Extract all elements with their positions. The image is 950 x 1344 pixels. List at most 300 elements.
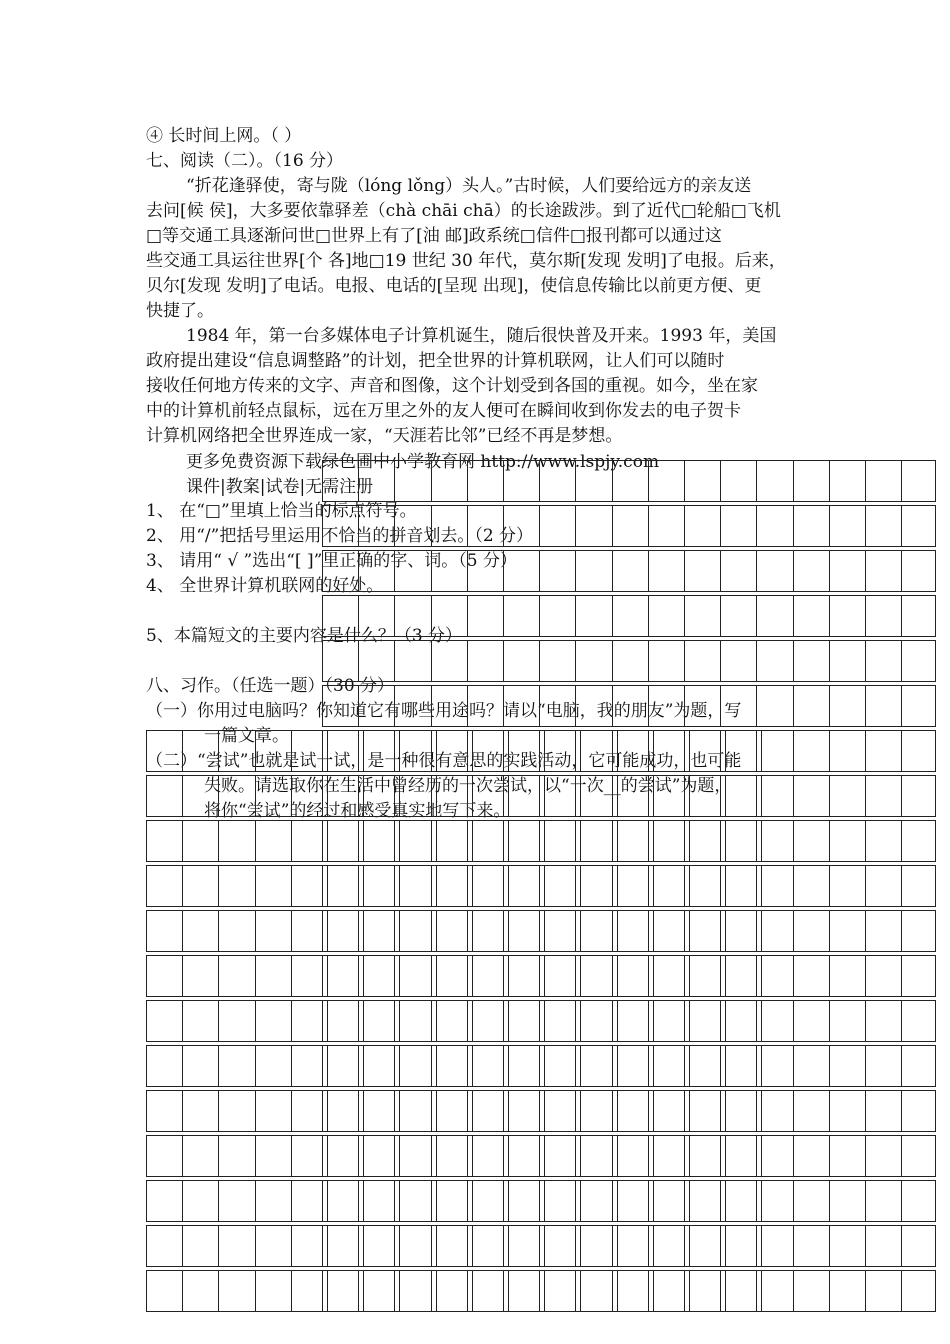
grid-cell-divider xyxy=(684,1181,685,1221)
grid-cell-divider xyxy=(399,1271,400,1311)
resource-notice: 课件|教案|试卷|无需注册 xyxy=(186,477,374,497)
grid-cell-divider xyxy=(617,1271,618,1311)
grid-cell-divider xyxy=(689,1001,690,1041)
grid-cell-divider xyxy=(327,1136,328,1176)
grid-cell-divider xyxy=(431,911,432,951)
grid-cell-divider xyxy=(935,866,936,906)
grid-cell-divider xyxy=(182,1001,183,1041)
grid-row xyxy=(322,1000,936,1042)
grid-cell-divider xyxy=(472,866,473,906)
grid-cell-divider xyxy=(684,911,685,951)
grid-cell-divider xyxy=(467,821,468,861)
grid-cell-divider xyxy=(648,866,649,906)
grid-cell-divider xyxy=(684,866,685,906)
grid-cell-divider xyxy=(935,821,936,861)
grid-cell-divider xyxy=(756,821,757,861)
grid-cell-divider xyxy=(467,956,468,996)
grid-cell-divider xyxy=(829,1091,830,1131)
grid-cell-divider xyxy=(580,1226,581,1266)
grid-cell-divider xyxy=(322,1181,323,1221)
grid-cell-divider xyxy=(508,1181,509,1221)
grid-cell-divider xyxy=(901,1226,902,1266)
grid-cell-divider xyxy=(436,911,437,951)
grid-cell-divider xyxy=(399,1046,400,1086)
grid-cell-divider xyxy=(399,1001,400,1041)
grid-cell-divider xyxy=(327,911,328,951)
grid-cell-divider xyxy=(399,1226,400,1266)
grid-cell-divider xyxy=(291,866,292,906)
essay-option-2: （二）“尝试”也就是试一试，是一种很有意思的实践活动，它可能成功，也可能 xyxy=(146,751,742,771)
grid-cell-divider xyxy=(503,866,504,906)
grid-cell-divider xyxy=(436,1001,437,1041)
grid-cell-divider xyxy=(255,911,256,951)
grid-cell-divider xyxy=(720,821,721,861)
grid-cell-divider xyxy=(322,821,323,861)
grid-cell-divider xyxy=(901,506,902,546)
grid-cell-divider xyxy=(539,1136,540,1176)
grid-cell-divider xyxy=(575,1046,576,1086)
grid-cell-divider xyxy=(539,821,540,861)
grid-cell-divider xyxy=(467,866,468,906)
grid-cell-divider xyxy=(467,1091,468,1131)
grid-cell-divider xyxy=(327,821,328,861)
grid-cell-divider xyxy=(793,956,794,996)
grid-cell-divider xyxy=(793,866,794,906)
grid-cell-divider xyxy=(291,956,292,996)
grid-cell-divider xyxy=(575,956,576,996)
grid-cell-divider xyxy=(363,911,364,951)
grid-cell-divider xyxy=(725,1226,726,1266)
essay-option-2-cont: 将你“尝试”的经过和感受真实地写下来。 xyxy=(204,801,511,821)
grid-cell-divider xyxy=(575,1226,576,1266)
grid-cell-divider xyxy=(503,1181,504,1221)
grid-cell-divider xyxy=(544,1091,545,1131)
passage-line: “折花逢驿使，寄与陇（lóng lǒng）头人。”古时候，人们要给远方的亲友送 xyxy=(186,176,752,196)
grid-cell-divider xyxy=(612,1046,613,1086)
grid-cell-divider xyxy=(467,1001,468,1041)
grid-cell-divider xyxy=(182,776,183,816)
grid-cell-divider xyxy=(725,911,726,951)
grid-cell-divider xyxy=(146,1136,147,1176)
grid-cell-divider xyxy=(617,911,618,951)
grid-cell-divider xyxy=(508,1226,509,1266)
grid-cell-divider xyxy=(756,1271,757,1311)
grid-cell-divider xyxy=(761,821,762,861)
grid-cell-divider xyxy=(580,1136,581,1176)
passage-line: 政府提出建设“信息调整路”的计划，把全世界的计算机联网，让人们可以随时 xyxy=(146,351,725,371)
grid-cell-divider xyxy=(399,1136,400,1176)
grid-cell-divider xyxy=(935,506,936,546)
grid-cell-divider xyxy=(725,1136,726,1176)
grid-cell-divider xyxy=(363,1091,364,1131)
grid-cell-divider xyxy=(901,821,902,861)
grid-cell-divider xyxy=(689,821,690,861)
grid-cell-divider xyxy=(901,956,902,996)
grid-cell-divider xyxy=(146,1001,147,1041)
grid-cell-divider xyxy=(761,1046,762,1086)
grid-cell-divider xyxy=(865,1226,866,1266)
grid-cell-divider xyxy=(935,1091,936,1131)
grid-cell-divider xyxy=(394,911,395,951)
grid-cell-divider xyxy=(472,1046,473,1086)
grid-cell-divider xyxy=(431,1091,432,1131)
grid-cell-divider xyxy=(793,1046,794,1086)
grid-cell-divider xyxy=(539,1091,540,1131)
grid-cell-divider xyxy=(648,821,649,861)
grid-cell-divider xyxy=(648,1181,649,1221)
grid-cell-divider xyxy=(689,1181,690,1221)
grid-row xyxy=(146,910,762,952)
grid-cell-divider xyxy=(901,866,902,906)
grid-cell-divider xyxy=(539,1226,540,1266)
grid-cell-divider xyxy=(431,1271,432,1311)
grid-cell-divider xyxy=(431,1046,432,1086)
grid-cell-divider xyxy=(503,1001,504,1041)
grid-cell-divider xyxy=(146,1046,147,1086)
grid-cell-divider xyxy=(725,956,726,996)
grid-cell-divider xyxy=(436,1181,437,1221)
grid-cell-divider xyxy=(436,1226,437,1266)
grid-cell-divider xyxy=(935,461,936,501)
grid-cell-divider xyxy=(146,1271,147,1311)
grid-cell-divider xyxy=(829,686,830,726)
grid-cell-divider xyxy=(901,1001,902,1041)
grid-cell-divider xyxy=(503,956,504,996)
grid-row xyxy=(322,1045,936,1087)
grid-cell-divider xyxy=(539,911,540,951)
grid-cell-divider xyxy=(720,1181,721,1221)
grid-cell-divider xyxy=(580,1271,581,1311)
grid-cell-divider xyxy=(322,1001,323,1041)
grid-cell-divider xyxy=(539,866,540,906)
grid-cell-divider xyxy=(508,866,509,906)
grid-cell-divider xyxy=(467,1271,468,1311)
grid-cell-divider xyxy=(756,1181,757,1221)
grid-cell-divider xyxy=(793,1001,794,1041)
grid-cell-divider xyxy=(431,1136,432,1176)
grid-cell-divider xyxy=(580,911,581,951)
grid-cell-divider xyxy=(684,1136,685,1176)
grid-cell-divider xyxy=(322,1271,323,1311)
grid-cell-divider xyxy=(218,1136,219,1176)
grid-cell-divider xyxy=(653,1046,654,1086)
grid-cell-divider xyxy=(399,1181,400,1221)
grid-cell-divider xyxy=(901,461,902,501)
grid-cell-divider xyxy=(865,1136,866,1176)
grid-cell-divider xyxy=(756,911,757,951)
grid-cell-divider xyxy=(472,1181,473,1221)
grid-cell-divider xyxy=(472,1001,473,1041)
grid-cell-divider xyxy=(865,956,866,996)
grid-cell-divider xyxy=(580,821,581,861)
grid-cell-divider xyxy=(653,1271,654,1311)
grid-cell-divider xyxy=(689,1226,690,1266)
grid-cell-divider xyxy=(255,1271,256,1311)
grid-cell-divider xyxy=(580,1091,581,1131)
grid-row xyxy=(146,1225,762,1267)
grid-cell-divider xyxy=(648,1271,649,1311)
grid-cell-divider xyxy=(689,1091,690,1131)
grid-cell-divider xyxy=(399,821,400,861)
grid-cell-divider xyxy=(689,1046,690,1086)
passage-line: 贝尔[发现 发明]了电话。电报、电话的[呈现 出现]，使信息传输比以前更方便、更 xyxy=(146,276,762,296)
grid-cell-divider xyxy=(544,1226,545,1266)
grid-cell-divider xyxy=(255,1136,256,1176)
grid-cell-divider xyxy=(291,1001,292,1041)
grid-cell-divider xyxy=(218,956,219,996)
grid-cell-divider xyxy=(508,1091,509,1131)
grid-cell-divider xyxy=(503,1046,504,1086)
grid-cell-divider xyxy=(761,1001,762,1041)
grid-cell-divider xyxy=(761,1181,762,1221)
grid-cell-divider xyxy=(865,866,866,906)
grid-cell-divider xyxy=(648,911,649,951)
grid-cell-divider xyxy=(901,1136,902,1176)
grid-cell-divider xyxy=(291,1136,292,1176)
grid-cell-divider xyxy=(725,821,726,861)
grid-cell-divider xyxy=(218,866,219,906)
grid-cell-divider xyxy=(508,1046,509,1086)
grid-cell-divider xyxy=(653,1001,654,1041)
grid-cell-divider xyxy=(182,1181,183,1221)
grid-row xyxy=(322,955,936,997)
grid-cell-divider xyxy=(653,1136,654,1176)
grid-cell-divider xyxy=(508,1136,509,1176)
grid-cell-divider xyxy=(436,1136,437,1176)
grid-cell-divider xyxy=(358,956,359,996)
grid-cell-divider xyxy=(935,1136,936,1176)
grid-cell-divider xyxy=(394,1181,395,1221)
grid-cell-divider xyxy=(218,1091,219,1131)
grid-cell-divider xyxy=(648,1091,649,1131)
grid-cell-divider xyxy=(865,461,866,501)
grid-cell-divider xyxy=(436,821,437,861)
grid-cell-divider xyxy=(761,1271,762,1311)
grid-cell-divider xyxy=(327,1091,328,1131)
grid-cell-divider xyxy=(720,1226,721,1266)
grid-cell-divider xyxy=(761,1136,762,1176)
grid-cell-divider xyxy=(756,1136,757,1176)
grid-cell-divider xyxy=(508,821,509,861)
grid-cell-divider xyxy=(218,1001,219,1041)
grid-cell-divider xyxy=(653,866,654,906)
grid-cell-divider xyxy=(394,1001,395,1041)
grid-cell-divider xyxy=(255,1001,256,1041)
grid-cell-divider xyxy=(901,1181,902,1221)
grid-cell-divider xyxy=(580,956,581,996)
grid-cell-divider xyxy=(684,1091,685,1131)
grid-cell-divider xyxy=(322,1091,323,1131)
grid-cell-divider xyxy=(182,1226,183,1266)
grid-cell-divider xyxy=(612,1181,613,1221)
grid-cell-divider xyxy=(322,1046,323,1086)
grid-cell-divider xyxy=(472,821,473,861)
grid-cell-divider xyxy=(399,911,400,951)
grid-cell-divider xyxy=(720,866,721,906)
grid-cell-divider xyxy=(182,1271,183,1311)
grid-cell-divider xyxy=(503,821,504,861)
grid-cell-divider xyxy=(689,1136,690,1176)
grid-cell-divider xyxy=(756,1046,757,1086)
grid-cell-divider xyxy=(653,1181,654,1221)
grid-cell-divider xyxy=(503,1136,504,1176)
grid-cell-divider xyxy=(793,1091,794,1131)
grid-row xyxy=(146,1180,762,1222)
grid-cell-divider xyxy=(761,911,762,951)
grid-row xyxy=(146,1000,762,1042)
grid-cell-divider xyxy=(725,866,726,906)
grid-cell-divider xyxy=(935,641,936,681)
grid-cell-divider xyxy=(255,1181,256,1221)
grid-cell-divider xyxy=(580,866,581,906)
grid-cell-divider xyxy=(508,956,509,996)
grid-cell-divider xyxy=(865,911,866,951)
grid-cell-divider xyxy=(829,956,830,996)
grid-cell-divider xyxy=(358,1046,359,1086)
question-item: 4、 全世界计算机联网的好处。 xyxy=(146,576,384,596)
grid-cell-divider xyxy=(612,1136,613,1176)
grid-cell-divider xyxy=(182,1136,183,1176)
grid-cell-divider xyxy=(901,1046,902,1086)
grid-cell-divider xyxy=(146,1181,147,1221)
grid-cell-divider xyxy=(472,1136,473,1176)
grid-cell-divider xyxy=(544,1136,545,1176)
grid-row xyxy=(146,955,762,997)
grid-cell-divider xyxy=(539,956,540,996)
grid-cell-divider xyxy=(612,1091,613,1131)
question-4-option: ④ 长时间上网。（ ） xyxy=(146,126,302,146)
grid-cell-divider xyxy=(539,1271,540,1311)
grid-cell-divider xyxy=(793,1226,794,1266)
grid-cell-divider xyxy=(218,1226,219,1266)
grid-cell-divider xyxy=(467,1046,468,1086)
grid-cell-divider xyxy=(865,641,866,681)
grid-cell-divider xyxy=(793,911,794,951)
grid-cell-divider xyxy=(653,1226,654,1266)
grid-cell-divider xyxy=(617,821,618,861)
grid-cell-divider xyxy=(612,821,613,861)
grid-cell-divider xyxy=(358,1181,359,1221)
grid-cell-divider xyxy=(935,776,936,816)
grid-cell-divider xyxy=(394,1226,395,1266)
grid-cell-divider xyxy=(394,1091,395,1131)
grid-cell-divider xyxy=(431,1226,432,1266)
grid-cell-divider xyxy=(761,956,762,996)
grid-cell-divider xyxy=(653,1091,654,1131)
grid-cell-divider xyxy=(756,1091,757,1131)
grid-cell-divider xyxy=(394,821,395,861)
grid-cell-divider xyxy=(725,1001,726,1041)
grid-cell-divider xyxy=(358,1136,359,1176)
grid-cell-divider xyxy=(793,1181,794,1221)
grid-cell-divider xyxy=(612,866,613,906)
grid-cell-divider xyxy=(399,1091,400,1131)
grid-cell-divider xyxy=(358,1226,359,1266)
grid-cell-divider xyxy=(472,911,473,951)
grid-cell-divider xyxy=(720,1091,721,1131)
grid-cell-divider xyxy=(146,821,147,861)
grid-cell-divider xyxy=(684,956,685,996)
grid-cell-divider xyxy=(358,1271,359,1311)
grid-cell-divider xyxy=(291,1091,292,1131)
section-7-heading: 七、阅读（二）。（16 分） xyxy=(146,151,344,171)
grid-cell-divider xyxy=(218,1271,219,1311)
grid-cell-divider xyxy=(901,596,902,636)
grid-cell-divider xyxy=(725,1181,726,1221)
grid-cell-divider xyxy=(503,1091,504,1131)
grid-cell-divider xyxy=(363,1181,364,1221)
question-item: 3、 请用“ √ ”选出“[ ]”里正确的字、词。（5 分） xyxy=(146,551,518,571)
grid-cell-divider xyxy=(901,1271,902,1311)
grid-cell-divider xyxy=(580,1001,581,1041)
grid-cell-divider xyxy=(363,1271,364,1311)
grid-cell-divider xyxy=(146,1226,147,1266)
grid-cell-divider xyxy=(327,1271,328,1311)
grid-row xyxy=(146,1045,762,1087)
grid-cell-divider xyxy=(544,821,545,861)
grid-cell-divider xyxy=(544,1181,545,1221)
grid-cell-divider xyxy=(575,1181,576,1221)
grid-cell-divider xyxy=(182,1046,183,1086)
grid-cell-divider xyxy=(472,956,473,996)
grid-cell-divider xyxy=(901,641,902,681)
passage-line: 1984 年，第一台多媒体电子计算机诞生，随后很快普及开来。1993 年，美国 xyxy=(186,326,777,346)
grid-cell-divider xyxy=(146,776,147,816)
grid-cell-divider xyxy=(756,866,757,906)
passage-line: 计算机网络把全世界连成一家，“天涯若比邻”已经不再是梦想。 xyxy=(146,426,623,446)
grid-cell-divider xyxy=(829,1181,830,1221)
grid-cell-divider xyxy=(503,1271,504,1311)
grid-cell-divider xyxy=(829,866,830,906)
grid-row xyxy=(322,1270,936,1312)
grid-cell-divider xyxy=(575,1136,576,1176)
grid-row xyxy=(322,1180,936,1222)
grid-cell-divider xyxy=(394,866,395,906)
resource-notice: 更多免费资源下载绿色圃中小学教育网 http://www.lspjy.com xyxy=(186,452,660,472)
grid-cell-divider xyxy=(358,1091,359,1131)
grid-cell-divider xyxy=(327,956,328,996)
grid-cell-divider xyxy=(291,1181,292,1221)
grid-cell-divider xyxy=(322,1226,323,1266)
grid-cell-divider xyxy=(508,1271,509,1311)
grid-cell-divider xyxy=(725,1091,726,1131)
grid-cell-divider xyxy=(472,1271,473,1311)
grid-cell-divider xyxy=(865,506,866,546)
grid-cell-divider xyxy=(756,1001,757,1041)
grid-cell-divider xyxy=(756,956,757,996)
grid-cell-divider xyxy=(684,1271,685,1311)
grid-cell-divider xyxy=(218,911,219,951)
grid-cell-divider xyxy=(865,551,866,591)
grid-cell-divider xyxy=(182,1091,183,1131)
passage-line: 些交通工具运往世界[个 各]地□19 世纪 30 年代，莫尔斯[发现 发明]了电报。后来， xyxy=(146,251,786,271)
grid-cell-divider xyxy=(689,911,690,951)
grid-cell-divider xyxy=(725,1046,726,1086)
grid-cell-divider xyxy=(617,1181,618,1221)
grid-cell-divider xyxy=(865,1091,866,1131)
grid-cell-divider xyxy=(544,866,545,906)
grid-cell-divider xyxy=(935,731,936,771)
grid-cell-divider xyxy=(935,686,936,726)
grid-cell-divider xyxy=(508,1001,509,1041)
grid-cell-divider xyxy=(182,911,183,951)
grid-cell-divider xyxy=(539,1001,540,1041)
grid-cell-divider xyxy=(720,911,721,951)
grid-cell-divider xyxy=(617,1001,618,1041)
grid-cell-divider xyxy=(580,1046,581,1086)
grid-cell-divider xyxy=(467,911,468,951)
grid-cell-divider xyxy=(291,1046,292,1086)
